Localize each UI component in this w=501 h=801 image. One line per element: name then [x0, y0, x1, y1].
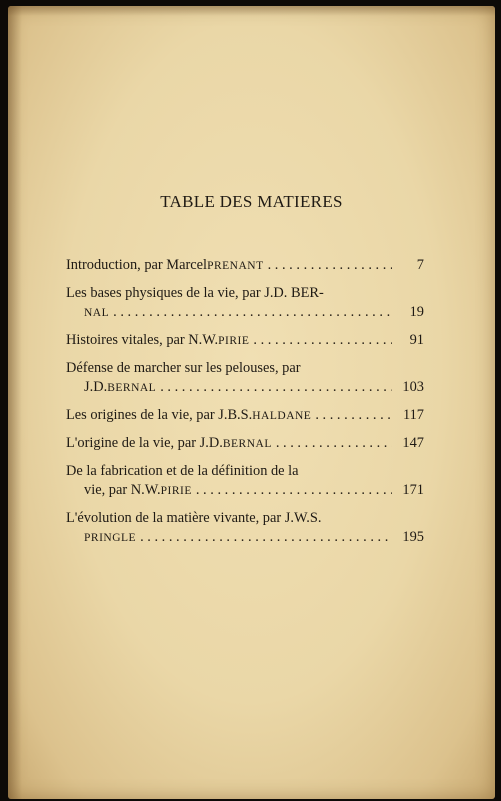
toc-line [66, 434, 424, 453]
table-of-contents [66, 256, 424, 547]
entry-author: PRINGLE [84, 532, 137, 544]
dot-leader [196, 481, 392, 500]
toc-line-continued [66, 528, 424, 547]
toc-line [66, 359, 424, 378]
toc-line [66, 256, 424, 275]
toc-line [66, 462, 424, 481]
toc-entry [66, 406, 424, 425]
entry-author: BERNAL [107, 382, 157, 394]
dot-leader [253, 331, 392, 350]
dot-leader [268, 256, 392, 275]
page-title: TABLE DES MATIERES [160, 192, 343, 211]
entry-text: Introduction, par Marcel [66, 257, 208, 273]
entry-text: Histoires vitales, par N.W. [66, 332, 219, 348]
entry-author: NAL [84, 307, 110, 319]
entry-author: PRENANT [207, 260, 264, 272]
book-page [8, 6, 495, 799]
toc-line [66, 509, 424, 528]
page-number: 7 [416, 257, 424, 273]
toc-entry [66, 434, 424, 453]
toc-entry [66, 331, 424, 350]
page-shadow-left [8, 6, 22, 799]
toc-entry [66, 256, 424, 275]
toc-line-continued [66, 303, 424, 322]
toc-entry [66, 284, 424, 322]
entry-text: Les bases physiques de la vie, par J.D. BER- [66, 285, 324, 301]
entry-text: Défense de marcher sur les pelouses, par [66, 360, 301, 376]
page-number: 117 [402, 407, 424, 423]
entry-text-continued: J.D. [84, 379, 108, 395]
page-number: 103 [402, 379, 424, 395]
toc-entry [66, 509, 424, 547]
entry-author: HALDANE [252, 410, 312, 422]
entry-author: BERNAL [222, 438, 272, 450]
entry-text: Les origines de la vie, par J.B.S. [66, 407, 253, 423]
page-number: 147 [402, 435, 424, 451]
dot-leader [160, 378, 392, 397]
page-number: 171 [402, 482, 424, 498]
toc-entry [66, 359, 424, 397]
dot-leader [113, 303, 392, 322]
dot-leader [315, 406, 392, 425]
toc-line [66, 284, 424, 303]
toc-line-continued [66, 481, 424, 500]
dot-leader [140, 528, 392, 547]
dot-leader [276, 434, 392, 453]
toc-line-continued [66, 378, 424, 397]
page-number: 19 [409, 304, 424, 320]
toc-line [66, 331, 424, 350]
page-number: 195 [402, 529, 424, 545]
entry-author: PIRIE [218, 335, 250, 347]
entry-text: L'origine de la vie, par J.D. [66, 435, 223, 451]
entry-text-continued: vie, par N.W. [84, 482, 161, 498]
entry-text: L'évolution de la matière vivante, par J.W.S. [66, 510, 322, 526]
page-shadow-top [8, 6, 495, 16]
toc-entry [66, 462, 424, 500]
entry-author: PIRIE [160, 485, 192, 497]
toc-line [66, 406, 424, 425]
page-number: 91 [409, 332, 424, 348]
entry-text: De la fabrication et de la définition de la [66, 463, 299, 479]
